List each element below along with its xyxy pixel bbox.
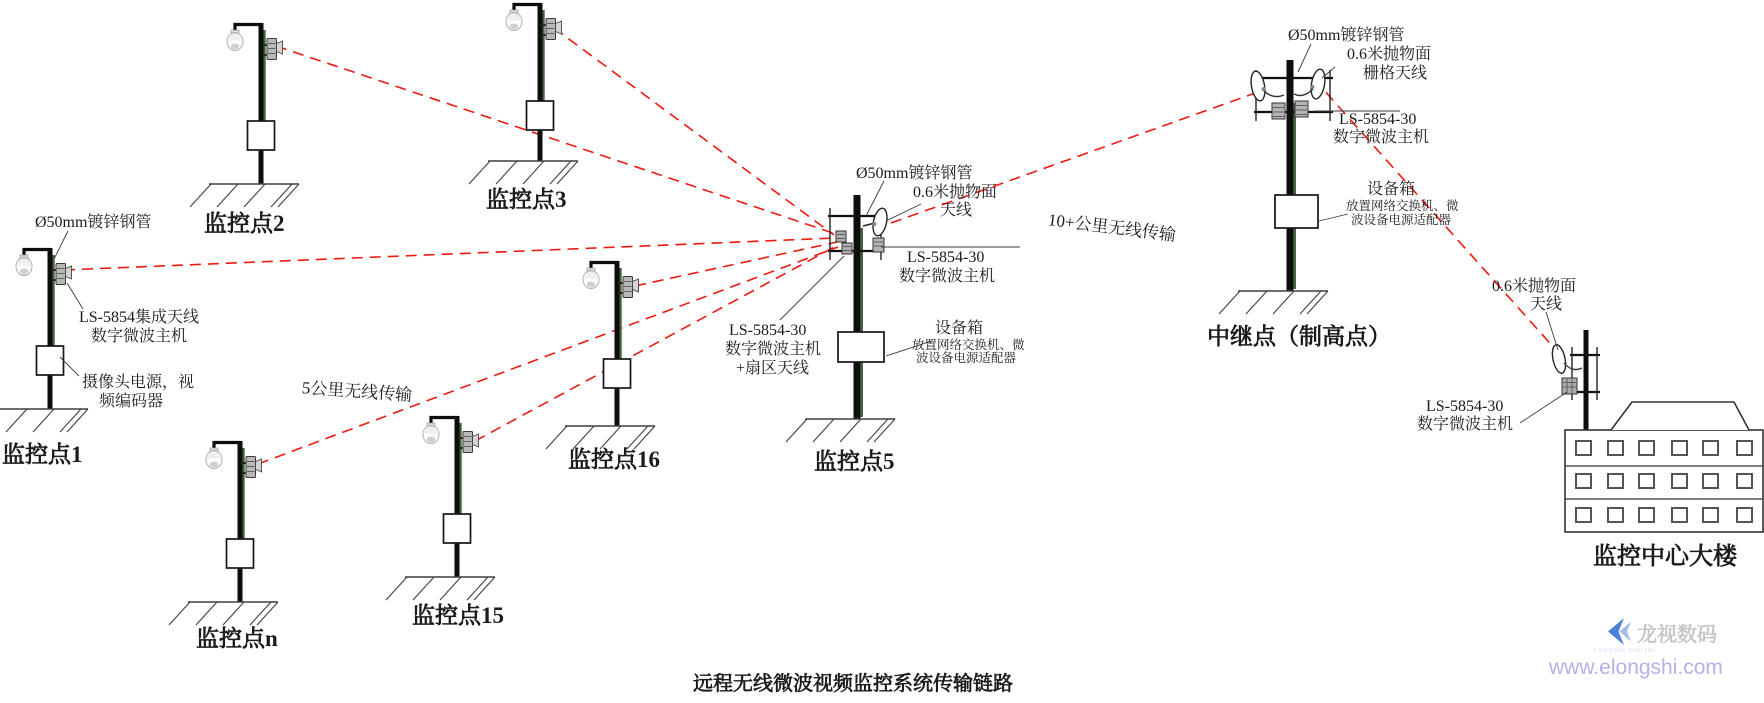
node-relay — [1219, 60, 1333, 314]
brand-logo-icon — [1608, 618, 1631, 645]
ground-hatch — [169, 602, 278, 625]
point5-cabinet-label-2: 波设备电源适配器 — [916, 351, 1017, 365]
center-dish-label-2: 天线 — [1530, 296, 1563, 313]
relay-cabinet-label-1: 放置网络交换机、微 — [1346, 199, 1459, 213]
microwave-host-right — [873, 238, 884, 252]
point5-cabinet-title: 设备箱 — [935, 320, 984, 337]
link-point3-to-point5 — [554, 28, 834, 235]
pole — [238, 441, 243, 602]
point1-antenna-label-1: LS-5854集成天线 — [79, 309, 200, 326]
point1-power-label-1: 摄像头电源，视 — [82, 374, 195, 391]
dish-antenna-right — [863, 207, 889, 237]
ground-hatch — [1219, 291, 1328, 314]
node-point3 — [469, 3, 578, 212]
ground-hatch — [0, 409, 88, 432]
link-point16-to-point5 — [635, 242, 837, 286]
node-relay-labels — [1207, 26, 1459, 349]
tower-pole — [854, 195, 861, 419]
center-name: 监控中心大楼 — [1593, 544, 1737, 570]
camera-pole-head — [227, 25, 283, 151]
point15-name: 监控点15 — [412, 603, 504, 628]
pole — [48, 248, 53, 409]
equipment-cabinet — [838, 332, 884, 362]
point5-sector-label-1: LS-5854-30 — [729, 322, 807, 339]
callout-cabinet — [1319, 214, 1348, 221]
relay-pipe-label: Ø50mm镀锌钢管 — [1288, 27, 1405, 44]
equipment-cabinet — [1275, 195, 1318, 228]
camera-pole-head — [206, 443, 262, 569]
five-km-link-label: 5公里无线传输 — [301, 378, 413, 405]
relay-host-label-2: 数字微波主机 — [1333, 129, 1430, 146]
point5-host-label-1: LS-5854-30 — [907, 249, 985, 266]
point5-sector-label-3: +扇区天线 — [736, 360, 810, 377]
point3-name: 监控点3 — [486, 187, 567, 212]
tower-pole — [1287, 60, 1294, 291]
relay-cabinet-title: 设备箱 — [1367, 181, 1416, 198]
callout-pipe — [54, 231, 68, 259]
point5-sector-label-2: 数字微波主机 — [725, 341, 822, 358]
point5-host-label-2: 数字微波主机 — [899, 268, 996, 285]
pole — [455, 416, 460, 577]
point1-power-label-2: 频编码器 — [99, 393, 164, 410]
ground-hatch — [786, 419, 895, 442]
pole — [615, 261, 620, 426]
center-host-label-2: 数字微波主机 — [1417, 416, 1514, 433]
center-dish-label-1: 0.6米抛物面 — [1492, 278, 1577, 295]
microwave-host-right — [1295, 101, 1308, 117]
relay-name: 中继点（制高点） — [1207, 324, 1391, 349]
relay-dish-label-1: 0.6米抛物面 — [1347, 46, 1432, 63]
ten-km-link-label: 10+公里无线传输 — [1046, 210, 1177, 245]
link-point1-to-point5 — [64, 238, 836, 270]
ground-hatch — [190, 184, 299, 207]
point5-dish-label-1: 0.6米抛物面 — [913, 184, 998, 201]
callout-host — [1520, 392, 1567, 423]
center-host-label-1: LS-5854-30 — [1426, 398, 1504, 415]
pole — [538, 3, 543, 161]
node-point2 — [190, 23, 299, 236]
node-center — [1417, 277, 1763, 570]
point5-dish-label-2: 天线 — [940, 202, 973, 219]
brand-url: www.elongshi.com — [1549, 656, 1723, 679]
node-point15 — [386, 416, 504, 628]
microwave-host-left — [1272, 103, 1285, 119]
camera-pole-head — [506, 5, 562, 131]
pointn-name: 监控点n — [196, 626, 278, 651]
node-pointn — [169, 441, 278, 651]
point16-name: 监控点16 — [568, 447, 660, 472]
relay-dish-label-2: 栅格天线 — [1363, 65, 1428, 82]
node-point5-labels — [725, 164, 1025, 474]
point5-cabinet-label-1: 放置网络交换机、微 — [912, 338, 1025, 352]
roof-antenna — [1550, 330, 1600, 431]
wireless-links — [64, 28, 1556, 464]
point5-pipe-label: Ø50mm镀锌钢管 — [856, 165, 973, 182]
brand-subtitle: LONGSHI DIGITAL — [1594, 648, 1657, 654]
point5-name: 监控点5 — [814, 449, 895, 474]
point2-name: 监控点2 — [204, 211, 285, 236]
dish-antenna-right — [1294, 68, 1327, 100]
ground-hatch — [469, 161, 578, 184]
ground-hatch — [386, 577, 495, 600]
callout-dish — [886, 204, 921, 221]
building — [1565, 402, 1763, 532]
diagram-title: 远程无线微波视频监控系统传输链路 — [693, 673, 1013, 695]
ground-hatch — [546, 426, 655, 449]
relay-host-label-1: LS-5854-30 — [1339, 111, 1417, 128]
point1-antenna-label-2: 数字微波主机 — [91, 328, 188, 345]
point1-name: 监控点1 — [2, 442, 83, 467]
watermark — [1548, 618, 1723, 679]
callout-antenna — [67, 283, 83, 309]
brand-name: 龙视数码 — [1637, 624, 1717, 646]
camera-pole-head — [423, 418, 479, 544]
pole — [259, 23, 264, 184]
point1-pipe-label: Ø50mm镀锌钢管 — [35, 214, 152, 231]
dish-antenna-left — [1249, 70, 1284, 102]
camera-pole-head — [16, 250, 72, 376]
node-point16 — [546, 261, 660, 472]
node-point5 — [786, 195, 895, 442]
callout-dish — [1546, 312, 1558, 350]
node-point1 — [0, 213, 199, 467]
callout-pipe — [1298, 44, 1311, 72]
relay-cabinet-label-2: 波设备电源适配器 — [1351, 213, 1452, 227]
